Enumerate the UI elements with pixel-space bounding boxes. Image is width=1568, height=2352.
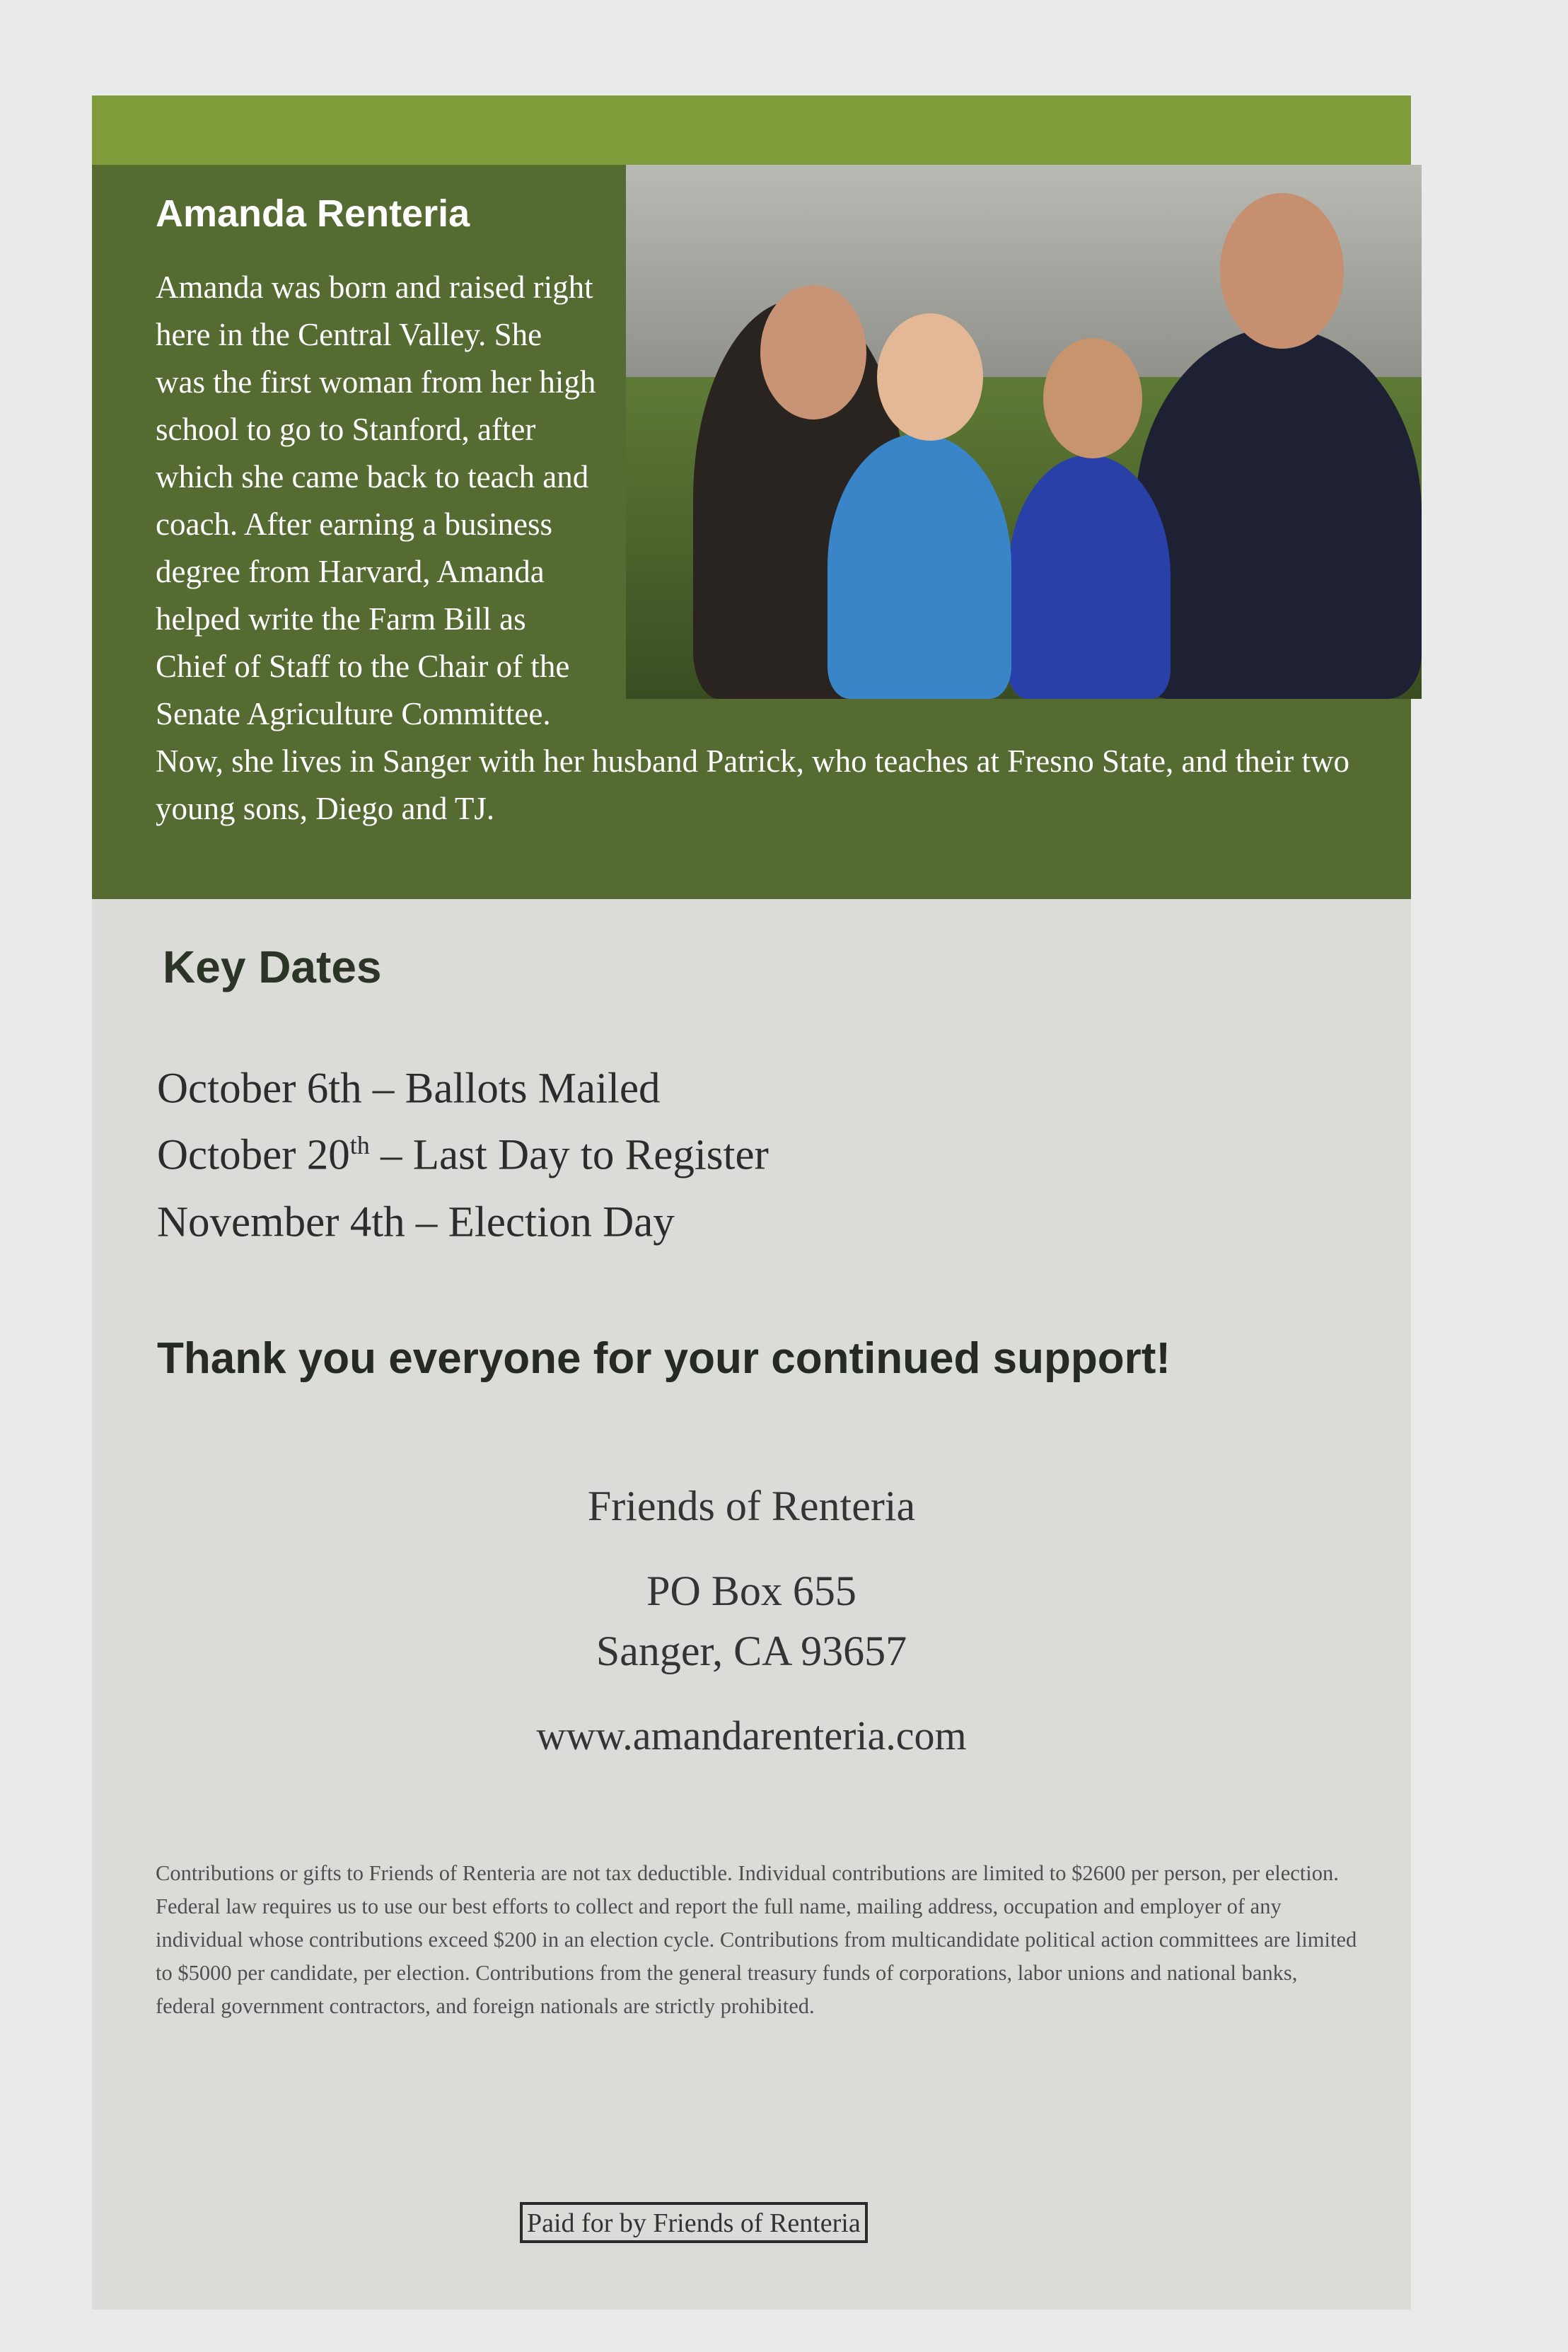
website-url: www.amandarenteria.com — [536, 1713, 967, 1759]
date-label: October 6th — [157, 1065, 362, 1113]
date-event: Last Day to Register — [412, 1131, 769, 1179]
key-dates-list — [157, 1050, 769, 1251]
bio-text: Amanda was born and raised right here in the Central Valley. She was the first woman from her high school to go to Stanford, after which she came back to teach and coach. After earning a business degree from Harvard, Amanda helped write the Farm Bill as Chief of Staff to the Chair of the Senate Agriculture Committee. Now, she lives in Sanger with her husband Patrick, who teaches at Fresno State, and their two young sons, Diego and TJ. — [156, 270, 1349, 826]
photo-figure-father — [1135, 328, 1422, 699]
top-accent-stripe — [92, 95, 1411, 165]
date-item: October 20th – Last Day to Register — [157, 1131, 769, 1179]
photo-face-father — [1220, 193, 1344, 349]
photo-face-younger-son — [877, 313, 983, 441]
photo-face-older-son — [1043, 338, 1142, 458]
photo-figure-older-son — [1008, 455, 1171, 699]
flyer-page — [92, 95, 1411, 2310]
bio-panel — [92, 165, 1411, 899]
date-label: November 4th — [157, 1198, 405, 1246]
date-event: Election Day — [448, 1198, 675, 1246]
date-item: October 6th – Ballots Mailed — [157, 1065, 661, 1113]
photo-face-mother — [760, 285, 866, 419]
contribution-disclaimer: Contributions or gifts to Friends of Renteria are not tax deductible. Individual contributions are limited to $2600 per person, per election. Federal law requires us to use our best efforts to collect and report the full name, mailing address, occupation and employer of any individual whose contributions exceed $200 in an election cycle. Contributions from multicandidate political action committees are limited to $5000 per candidate, per election. Contributions from the general treasury funds of corporations, labor unions and national banks, federal government contractors, and foreign nationals are strictly prohibited. — [156, 1861, 1357, 2018]
bio-paragraph — [156, 264, 1358, 833]
key-dates-heading: Key Dates — [163, 942, 382, 992]
thank-you-message: Thank you everyone for your continued support! — [157, 1334, 1171, 1383]
committee-name: Friends of Renteria — [587, 1483, 916, 1529]
date-event: Ballots Mailed — [405, 1065, 661, 1113]
photo-figure-younger-son — [827, 434, 1011, 699]
mailing-address-line1: PO Box 655 — [646, 1568, 856, 1614]
family-photo — [626, 165, 1422, 699]
candidate-name: Amanda Renteria — [156, 192, 470, 235]
date-item: November 4th – Election Day — [157, 1198, 675, 1246]
paid-for-by-box: Paid for by Friends of Renteria — [520, 2202, 868, 2243]
date-label: October 20 — [157, 1131, 350, 1179]
mailing-address-line2: Sanger, CA 93657 — [596, 1628, 907, 1674]
date-suffix: th — [349, 1131, 370, 1160]
